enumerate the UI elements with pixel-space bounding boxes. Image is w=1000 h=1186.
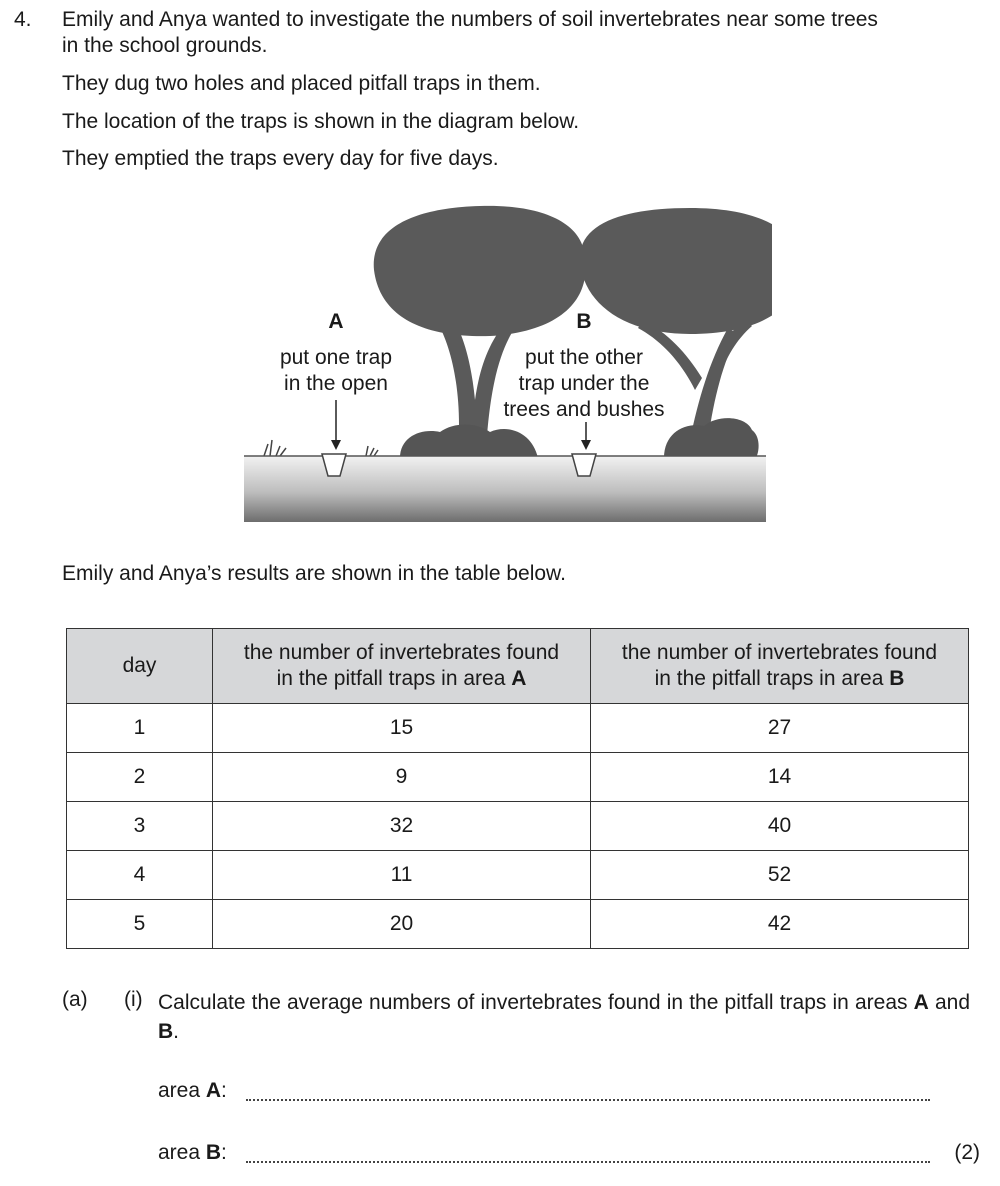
question-bold-b: B — [158, 1020, 174, 1043]
area-letter-a: A — [205, 1079, 222, 1102]
cell-day: 2 — [67, 753, 213, 802]
caption-b-line-3: trees and bushes — [503, 398, 665, 421]
table-row — [67, 900, 969, 949]
header-area-a — [213, 629, 591, 704]
pitfall-trap-diagram — [240, 200, 772, 526]
part-a-i-label: (i) — [124, 988, 143, 1011]
answer-label-b — [158, 1141, 227, 1164]
question-number: 4. — [14, 8, 32, 31]
part-a-label: (a) — [62, 988, 88, 1011]
area-word: area — [158, 1079, 206, 1102]
cell-area-a: 15 — [213, 704, 591, 753]
table-row — [67, 802, 969, 851]
cell-area-a: 11 — [213, 851, 591, 900]
cell-area-b: 42 — [591, 900, 969, 949]
cell-day: 5 — [67, 900, 213, 949]
intro-line-2: in the school grounds. — [62, 34, 268, 57]
area-colon: : — [221, 1141, 227, 1164]
cell-area-b: 14 — [591, 753, 969, 802]
header-a-line-1: the number of invertebrates found — [243, 641, 560, 664]
results-table — [66, 628, 969, 949]
area-colon: : — [221, 1079, 227, 1102]
cell-day: 1 — [67, 704, 213, 753]
area-word: area — [158, 1141, 206, 1164]
caption-a-line-2: in the open — [284, 372, 388, 395]
cell-day: 3 — [67, 802, 213, 851]
cell-area-a: 9 — [213, 753, 591, 802]
question-text: Calculate the average numbers of invertebrates found in the pitfall traps in areas — [158, 991, 914, 1014]
grass-tufts — [264, 440, 378, 456]
table-row — [67, 704, 969, 753]
cell-area-b: 52 — [591, 851, 969, 900]
intro-line-1: Emily and Anya wanted to investigate the numbers of soil invertebrates near some trees — [62, 8, 878, 31]
header-a-bold: A — [511, 667, 527, 690]
intro-line-3: They dug two holes and placed pitfall traps in them. — [62, 72, 541, 95]
cell-area-a: 32 — [213, 802, 591, 851]
header-b-line-1: the number of invertebrates found — [621, 641, 938, 664]
tree-canopy-left — [374, 206, 586, 336]
header-day: day — [67, 629, 213, 704]
soil-ground — [244, 456, 766, 522]
label-b: B — [576, 310, 592, 333]
marks-label: (2) — [954, 1141, 980, 1164]
answer-dots-b[interactable] — [246, 1141, 930, 1163]
header-b-bold: B — [889, 667, 905, 690]
bush-right — [664, 418, 759, 458]
part-a-i-question — [158, 988, 970, 1046]
table-row — [67, 851, 969, 900]
header-area-b — [591, 629, 969, 704]
answer-line-area-b[interactable] — [158, 1141, 934, 1169]
question-bold-a: A — [913, 991, 929, 1014]
label-a: A — [328, 310, 344, 333]
table-row — [67, 753, 969, 802]
answer-dots-a[interactable] — [246, 1079, 930, 1101]
area-letter-b: B — [205, 1141, 222, 1164]
header-a-line-2: in the pitfall traps in area — [276, 667, 512, 690]
caption-a-line-1: put one trap — [279, 346, 393, 369]
table-header-row — [67, 629, 969, 704]
question-and: and — [928, 991, 970, 1014]
cell-area-a: 20 — [213, 900, 591, 949]
results-intro: Emily and Anya’s results are shown in the table below. — [62, 562, 566, 585]
intro-line-4: The location of the traps is shown in the diagram below. — [62, 110, 580, 133]
answer-line-area-a[interactable] — [158, 1079, 934, 1107]
bush-left — [400, 425, 538, 459]
header-b-line-2: in the pitfall traps in area — [654, 667, 890, 690]
question-end: . — [173, 1020, 180, 1043]
cell-area-b: 27 — [591, 704, 969, 753]
cell-day: 4 — [67, 851, 213, 900]
intro-line-5: They emptied the traps every day for five days. — [62, 147, 499, 170]
answer-label-a — [158, 1079, 227, 1102]
tree-canopy-right — [580, 208, 772, 334]
cell-area-b: 40 — [591, 802, 969, 851]
caption-b-line-1: put the other — [525, 346, 643, 369]
caption-b-line-2: trap under the — [518, 372, 650, 395]
